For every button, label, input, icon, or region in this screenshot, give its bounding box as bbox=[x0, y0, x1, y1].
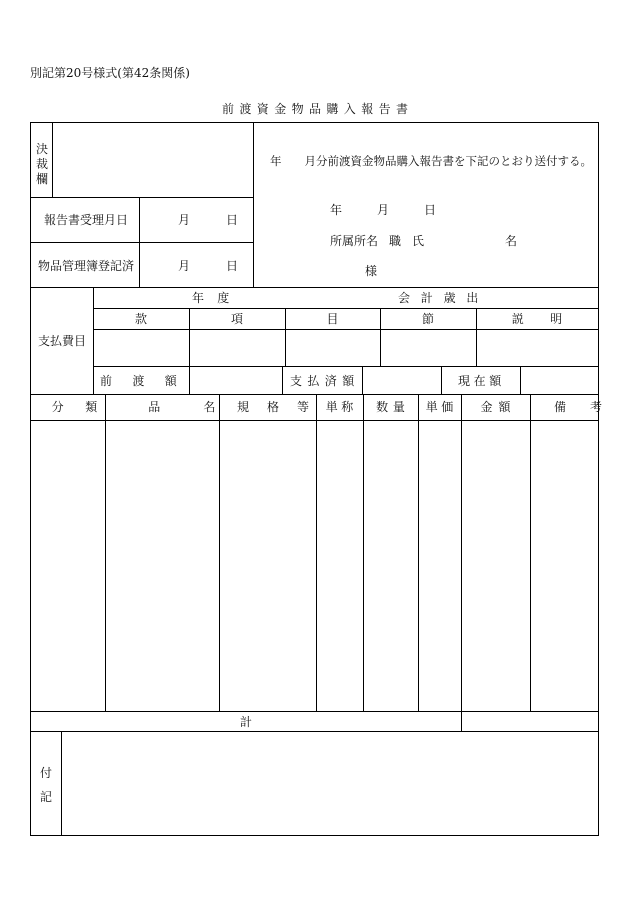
name-label-second: 名 bbox=[505, 234, 518, 248]
total-label: 計 bbox=[240, 715, 253, 729]
items-col-category: 分類 bbox=[51, 400, 119, 414]
date-month: 月 bbox=[377, 203, 390, 217]
expense-col-kou: 項 bbox=[230, 312, 243, 326]
ledger-registered-label: 物品管理簿登記済 bbox=[38, 259, 135, 273]
honorific: 様 bbox=[365, 264, 378, 278]
advance-amount-label: 前渡額 bbox=[100, 374, 198, 388]
items-col-unit: 単称 bbox=[325, 400, 357, 414]
report-received-month: 月 bbox=[178, 213, 191, 227]
items-col-quantity: 数量 bbox=[376, 400, 410, 414]
report-statement: 年 月分前渡資金物品購入報告書を下記のとおり送付する。 bbox=[270, 154, 592, 168]
items-entry-area[interactable] bbox=[31, 421, 598, 711]
items-col-spec: 規格等 bbox=[237, 400, 328, 414]
report-received-label: 報告書受理月日 bbox=[44, 213, 129, 227]
ledger-registered-day: 日 bbox=[226, 259, 239, 273]
expense-label: 支払費目 bbox=[38, 334, 87, 348]
paid-amount-label: 支払済額 bbox=[290, 374, 360, 388]
position-label: 職 bbox=[389, 234, 402, 248]
expense-col-description: 説明 bbox=[511, 312, 589, 326]
date-day: 日 bbox=[424, 203, 437, 217]
notes-label-first: 付 bbox=[40, 766, 53, 780]
expense-col-setsu: 節 bbox=[421, 312, 434, 326]
ledger-registered-month: 月 bbox=[178, 259, 191, 273]
notes-label-second: 記 bbox=[40, 790, 53, 804]
items-col-unit-price: 単価 bbox=[425, 400, 457, 414]
approval-stamp-area[interactable] bbox=[53, 123, 253, 197]
notes-entry-area[interactable] bbox=[62, 732, 598, 835]
account-label: 会計歳出 bbox=[398, 291, 490, 305]
form-reference: 別記第20号様式(第42条関係) bbox=[30, 66, 190, 80]
items-col-amount: 金額 bbox=[480, 400, 517, 414]
items-col-item-name: 品名 bbox=[148, 400, 259, 414]
report-received-day: 日 bbox=[226, 213, 239, 227]
fiscal-year-label: 年度 bbox=[192, 291, 243, 305]
total-amount-cell[interactable] bbox=[462, 712, 598, 731]
approval-label: 決裁欄 bbox=[36, 142, 49, 186]
current-amount-label: 現在額 bbox=[458, 374, 505, 388]
items-col-remarks: 備考 bbox=[554, 400, 627, 414]
name-label-first: 氏 bbox=[412, 234, 425, 248]
affiliation-label: 所属所名 bbox=[330, 234, 379, 248]
expense-col-moku: 目 bbox=[326, 312, 339, 326]
date-year: 年 bbox=[330, 203, 343, 217]
expense-col-kan: 款 bbox=[134, 312, 147, 326]
form-title: 前渡資金物品購入報告書 bbox=[222, 102, 414, 116]
